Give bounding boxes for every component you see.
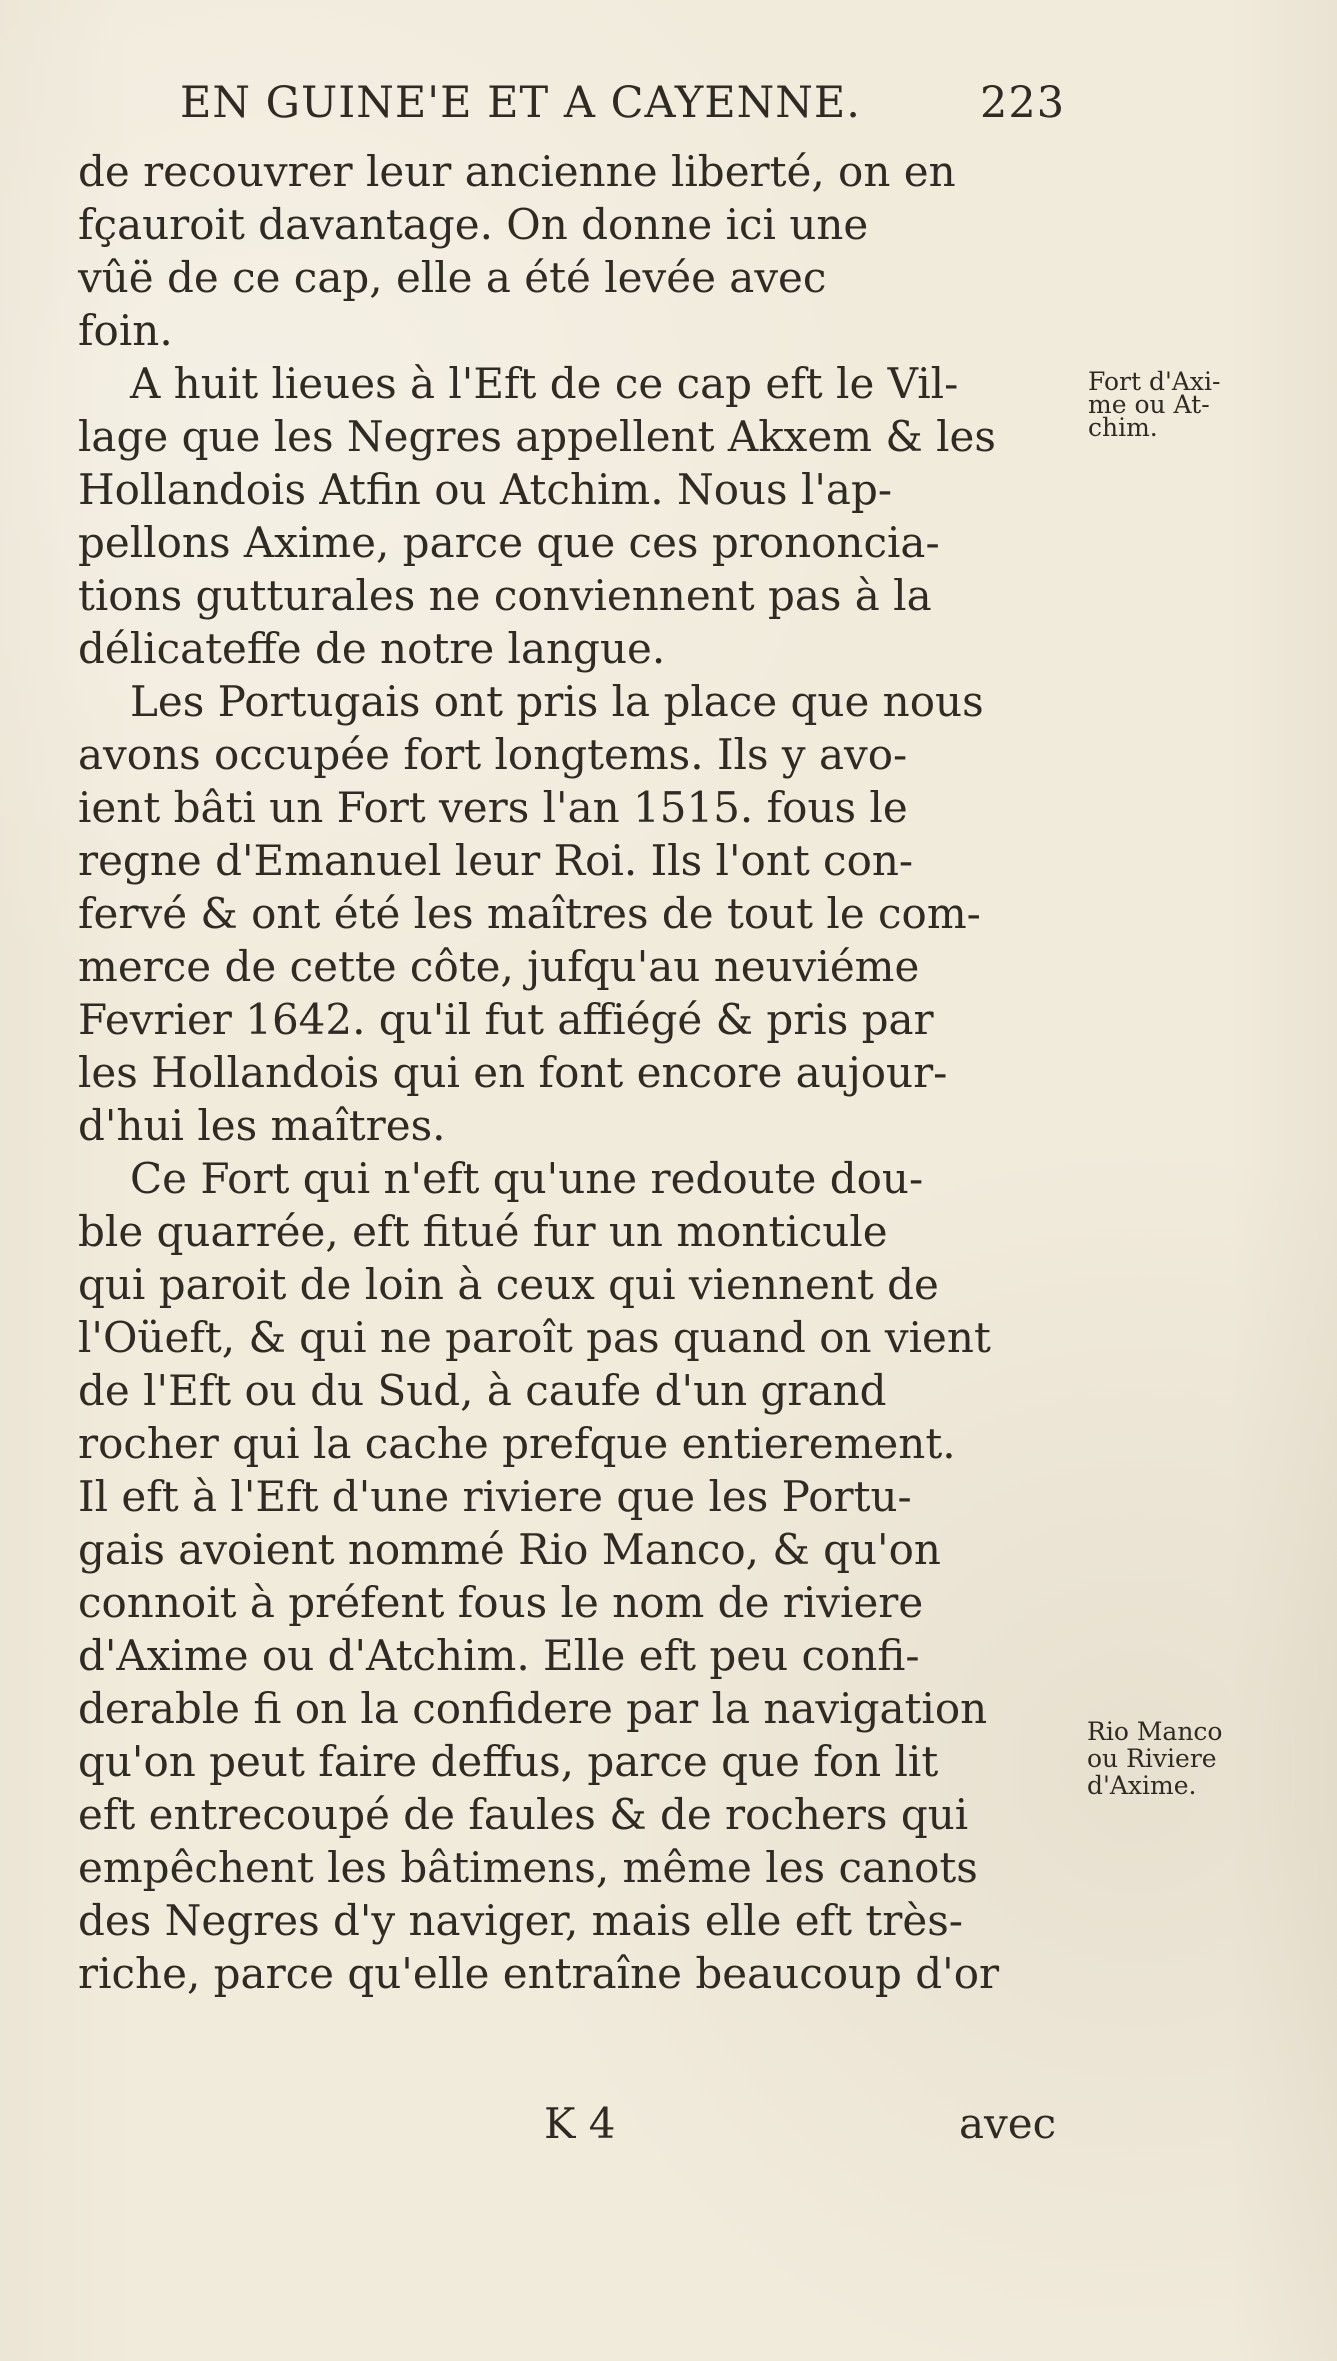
text-line: qui paroit de loin à ceux qui viennent de (78, 1260, 939, 1309)
text-line: A huit lieues à l'Eft de ce cap eft le Vil- (130, 359, 959, 408)
text-line: tions gutturales ne conviennent pas à la (78, 571, 932, 620)
catchword: avec (959, 2099, 1057, 2148)
text-line: délicateffe de notre langue. (78, 624, 666, 673)
margin-note-river: d'Axime. (1087, 1771, 1197, 1800)
text-line: Hollandois Atfin ou Atchim. Nous l'ap- (78, 465, 893, 514)
text-line: d'hui les maîtres. (78, 1101, 446, 1150)
text-line: Il eft à l'Eft d'une riviere que les Portu- (78, 1472, 912, 1521)
text-line: vûë de ce cap, elle a été levée avec (78, 253, 827, 302)
text-line: qu'on peut faire deffus, parce que fon lit (78, 1737, 939, 1786)
page-number: 223 (980, 78, 1066, 128)
text-line: empêchent les bâtimens, même les canots (78, 1843, 978, 1892)
text-line: eft entrecoupé de faules & de rochers qui (78, 1790, 969, 1839)
main-text (78, 145, 1078, 2000)
margin-note-fort: chim. (1088, 413, 1158, 442)
text-line: de recouvrer leur ancienne liberté, on en (78, 147, 956, 196)
text-line: derable fi on la confidere par la navigation (78, 1684, 988, 1733)
text-line: lage que les Negres appellent Akxem & les (78, 412, 996, 461)
page-header (180, 78, 1080, 138)
margin-note-river: ou Riviere (1087, 1744, 1217, 1773)
text-line: Les Portugais ont pris la place que nous (130, 677, 984, 726)
text-line: Fevrier 1642. qu'il fut affiégé & pris par (78, 995, 934, 1044)
signature-mark: K 4 (544, 2099, 616, 2148)
margin-note-fort: Fort d'Axi- (1088, 367, 1221, 396)
text-line: l'Oüeft, & qui ne paroît pas quand on vient (78, 1313, 991, 1362)
text-line: de l'Eft ou du Sud, à caufe d'un grand (78, 1366, 887, 1415)
text-line: des Negres d'y naviger, mais elle eft très- (78, 1896, 963, 1945)
text-line: merce de cette côte, jufqu'au neuviéme (78, 942, 920, 991)
text-line: fçauroit davantage. On donne ici une (78, 200, 869, 249)
margin-note-fort: me ou At- (1088, 390, 1210, 419)
margin-note-river: Rio Manco (1087, 1717, 1223, 1746)
text-line: regne d'Emanuel leur Roi. Ils l'ont con- (78, 836, 914, 885)
text-line: foin. (78, 306, 173, 355)
text-line: connoit à préfent fous le nom de riviere (78, 1578, 924, 1627)
text-line: les Hollandois qui en font encore aujour- (78, 1048, 948, 1097)
text-line: ble quarrée, eft fitué fur un monticule (78, 1207, 888, 1256)
text-line: rocher qui la cache prefque entierement. (78, 1419, 956, 1468)
text-line: avons occupée fort longtems. Ils y avo- (78, 730, 908, 779)
text-line: gais avoient nommé Rio Manco, & qu'on (78, 1525, 941, 1574)
text-line: fervé & ont été les maîtres de tout le com- (78, 889, 981, 938)
text-line: Ce Fort qui n'eft qu'une redoute dou- (130, 1154, 924, 1203)
text-line: d'Axime ou d'Atchim. Elle eft peu confi- (78, 1631, 920, 1680)
text-line: pellons Axime, parce que ces prononcia- (78, 518, 940, 567)
text-line: ient bâti un Fort vers l'an 1515. fous le (78, 783, 908, 832)
running-title: EN GUINE'E ET A CAYENNE. (180, 78, 861, 128)
text-line: riche, parce qu'elle entraîne beaucoup d'or (78, 1949, 1000, 1998)
